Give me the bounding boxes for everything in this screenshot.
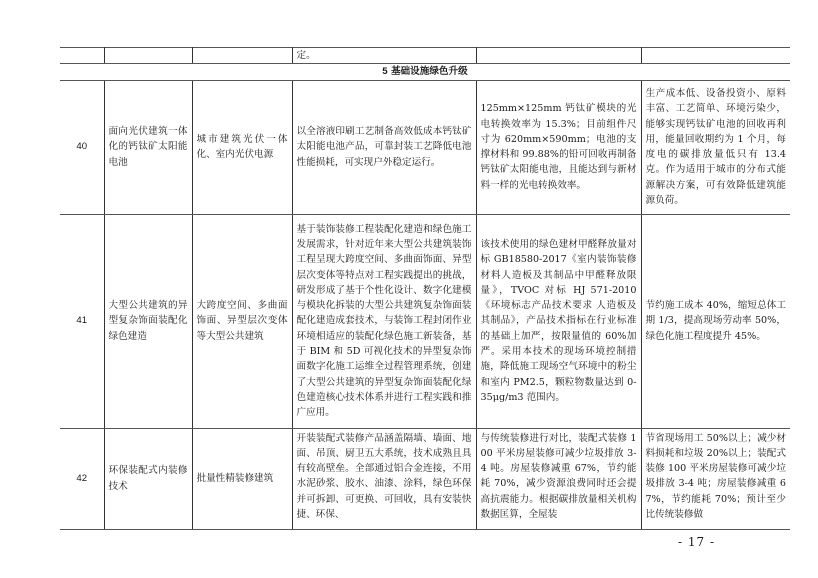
row-index: 41 [60,214,104,428]
row-name: 面向光伏建筑一体化的钙钛矿太阳能电池 [104,80,192,214]
cell-scenario [192,48,292,64]
cell-index [60,48,104,64]
cell-technology: 定。 [292,48,476,64]
table-row [60,214,790,428]
row-benefits [641,428,790,529]
row-benefits: 生产成本低、设备投资小、原料丰富、工艺简单、环境污染少，能够实现钙钛矿电池的回收再利用，能量回收期约为 1 个月，每度电的碳排放量低只有 13.4 克。作为适用于城市的分布式能源解决方案，可有效降低建筑能源负荷。 [641,80,790,214]
page-number: - 17 - [678,535,716,549]
section-title: 基础设施绿色升级 [390,66,468,78]
row-scenario: 大跨度空间、多曲面饰面、异型层次变体等大型公共建筑 [192,214,292,428]
row-scenario: 批量性精装修建筑 [192,428,292,529]
table-row [60,80,790,214]
row-indicators [476,428,641,529]
row-benefits: 节约施工成本 40%，缩短总体工期 1/3，提高现场劳动率 50%，绿色化施工程度提升 45%。 [641,214,790,428]
row-benefits-text: 节省现场用工 50%以上；减少材料损耗和垃圾 20%以上；装配式装修 100 平米房屋装修可减少垃圾排放 3-4 吨；房屋装修减重 67%，节约能耗 70%；预计至少比传统装修做 [645,432,786,521]
row-technology-text: 开装装配式装修产品涵盖隔墙、墙面、地面、吊顶、厨卫五大系统，技术成熟且具有较高壁垒。全部通过铝合金连接，不用水泥砂浆、胶水、油漆、涂料，绿色环保并可拆卸、可更换、可回收，具有安装快捷、环保、 [296,432,472,521]
row-indicators-text: 与传统装修进行对比，装配式装修 100 平米房屋装修可减少垃圾排放 3-4 吨。房屋装修减重 67%，节约能耗 70%，减少资源浪费同时还会提高抗震能力。根据碳排放量相关机构数据匡算，全屋装 [480,432,637,521]
section-header-row [60,64,790,80]
row-technology [292,428,476,529]
row-name: 大型公共建筑的异型复杂饰面装配化绿色建造 [104,214,192,428]
row-indicators: 125mm×125mm 钙钛矿模块的光电转换效率为 15.3%；目前组件尺寸为 620mm×590mm；电池的支撑材料和 99.88%的铅可回收再制备钙钛矿太阳能电池，且能达到与新材料一样的光电转换效率。 [476,80,641,214]
section-number: 5 [382,66,388,78]
table-row-continuation [60,48,790,64]
row-technology: 基于装饰装修工程装配化建造和绿色施工发展需求，针对近年来大型公共建筑装饰工程呈现大跨度空间、多曲面饰面、异型层次变体等特点对工程实践提出的挑战，研发形成了基于个性化设计、数字化建模与模块化拆装的大型公共建筑复杂饰面装配化建造成套技术，与装饰工程封闭作业环境相适应的装配化绿色施工新装备，基于 BIM 和 5D 可视化技术的异型复杂饰面数字化施工运维全过程管理系统，创建了大型公共建筑的异型复杂饰面装配化绿色建造核心技术体系并进行工程实践和推广应用。 [292,214,476,428]
row-index: 40 [60,80,104,214]
row-name: 环保装配式内装修技术 [104,428,192,529]
cell-benefits [641,48,790,64]
row-scenario: 城市建筑光伏一体化、室内光伏电源 [192,80,292,214]
section-heading [60,64,790,80]
cell-indicators [476,48,641,64]
row-indicators: 该技术使用的绿色建材甲醛释放量对标 GB18580-2017《室内装饰装修材料人造板及其制品中甲醛释放限量》，TVOC 对标 HJ 571-2010《环境标志产品技术要求 人造板及其制品》，产品技术指标在行业标准的基础上加严，按限量值的 60%加严。采用本技术的现场环境控制措施，降低施工现场空气环境中的粉尘和室内 PM2.5，颗粒物数量达到 0-35μg/m3 范围内。 [476,214,641,428]
row-technology: 以全溶液印刷工艺制备高效低成本钙钛矿太阳能电池产品，可靠封装工艺降低电池性能损耗，可实现户外稳定运行。 [292,80,476,214]
cell-name [104,48,192,64]
technology-catalog-table [60,47,790,530]
table-row [60,428,790,529]
row-index: 42 [60,428,104,529]
